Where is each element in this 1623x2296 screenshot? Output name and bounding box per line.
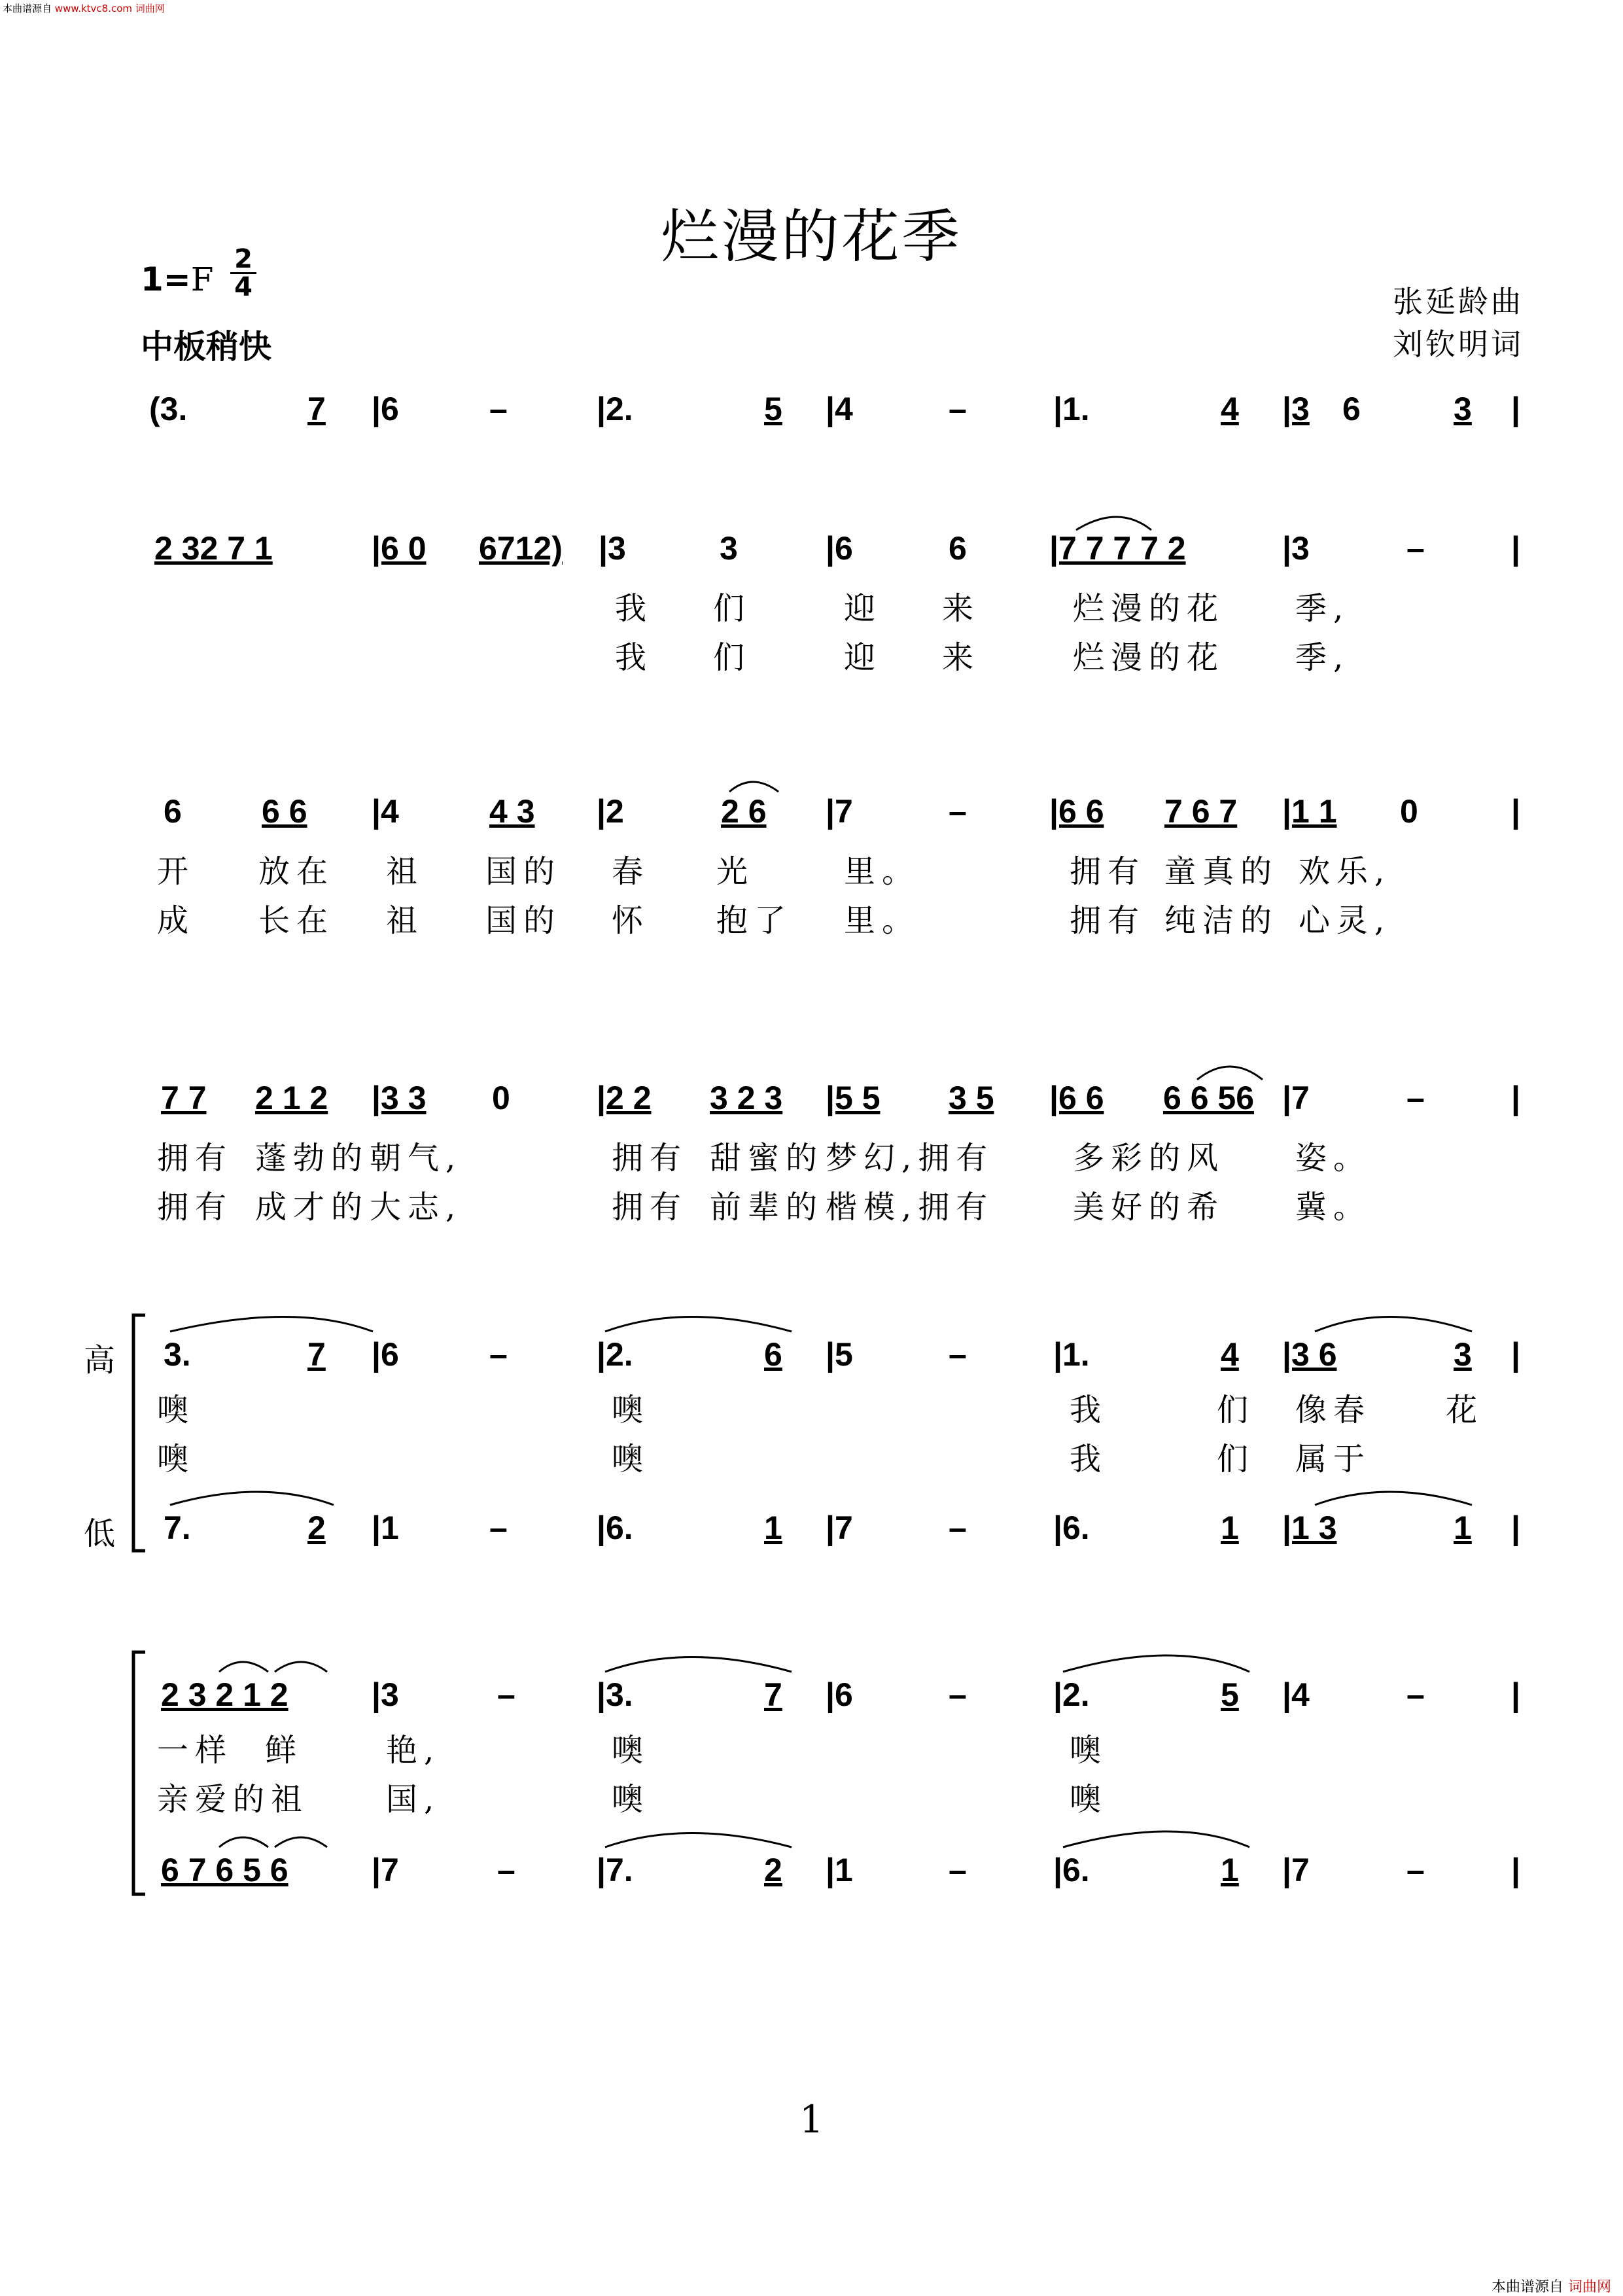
slur <box>1076 517 1151 530</box>
note: – <box>489 1336 508 1373</box>
slur <box>729 782 778 792</box>
lyric: 里。 <box>844 853 920 890</box>
note: |1 <box>372 1510 399 1546</box>
slur <box>605 1833 792 1848</box>
note: 3 <box>1454 391 1472 427</box>
lyric: 怀 <box>612 902 650 939</box>
page-title: 烂漫的花季 <box>661 203 962 270</box>
slur <box>1063 1655 1249 1672</box>
note: – <box>1406 1852 1425 1888</box>
lyric: 成才的 <box>255 1189 370 1226</box>
slur <box>605 1657 792 1672</box>
note: |4 <box>1282 1676 1310 1713</box>
lyric: 烂漫的花 <box>1073 639 1225 676</box>
lyric: 烂漫的花 <box>1073 590 1225 627</box>
lyric: 祖 <box>386 853 425 890</box>
lyricist-credit: 刘钦明词 <box>1393 327 1524 362</box>
note: |2 <box>597 793 624 830</box>
lyric: 季, <box>1295 590 1350 627</box>
note: |7 <box>372 1852 399 1888</box>
lyric: 童真的 <box>1164 853 1279 890</box>
note: | <box>1511 391 1520 427</box>
note: | <box>1511 1852 1520 1888</box>
lyric: 迎 <box>844 639 882 676</box>
lyric: 姿。 <box>1295 1140 1372 1176</box>
note: |4 <box>372 793 399 830</box>
lyric: 蓬勃的 <box>255 1140 370 1176</box>
lyric: 花 <box>1446 1392 1484 1428</box>
note: |1 <box>826 1852 853 1888</box>
note: 2 32 7 1 <box>154 530 273 567</box>
lyric: 噢 <box>1070 1732 1108 1769</box>
slur <box>275 1837 327 1847</box>
note: |5 <box>826 1336 853 1373</box>
lyric: 欢乐, <box>1299 853 1391 890</box>
note: |7. <box>597 1852 633 1888</box>
note: 1 <box>764 1510 782 1546</box>
slur <box>1063 1831 1249 1847</box>
note: 6 6 <box>262 793 307 830</box>
note: |3 6 <box>1282 1336 1337 1373</box>
lyric: 噢 <box>612 1781 650 1818</box>
note: |3 <box>1282 391 1310 427</box>
lyric: 抱了 <box>716 902 793 939</box>
note: |6 0 <box>372 530 427 567</box>
note: | <box>1511 530 1520 567</box>
note: | <box>1511 1510 1520 1546</box>
note: 2 1 2 <box>255 1080 328 1116</box>
page-number: 1 <box>799 2097 824 2142</box>
note: |1 3 <box>1282 1510 1337 1546</box>
note: |1 1 <box>1282 793 1337 830</box>
note: |2. <box>597 1336 633 1373</box>
lyric: 我 <box>1070 1392 1108 1428</box>
note: – <box>489 391 508 427</box>
note: 0 <box>492 1080 510 1116</box>
note: 1 <box>1454 1510 1472 1546</box>
note: 5 <box>764 391 782 427</box>
lyric: 美好的希 <box>1073 1189 1225 1226</box>
lyric: 们 <box>1217 1441 1255 1477</box>
note: – <box>497 1852 515 1888</box>
note: 6 6 56 <box>1163 1080 1255 1116</box>
lyric: 噢 <box>612 1441 650 1477</box>
note: |3 <box>1282 530 1310 567</box>
lyric: 多彩的风 <box>1073 1140 1225 1176</box>
note: 7 <box>307 1336 326 1373</box>
note: 3 2 3 <box>710 1080 783 1116</box>
note: |2. <box>1053 1676 1090 1713</box>
lyric: 国的 <box>485 902 562 939</box>
lyric: 属于 <box>1295 1441 1372 1477</box>
note: 4 3 <box>489 793 535 830</box>
note: 6 <box>764 1336 782 1373</box>
lyric: 拥有 <box>612 1140 688 1176</box>
lyric: 拥有 <box>157 1189 234 1226</box>
lyric: 甜蜜的 <box>710 1140 824 1176</box>
key-signature: 1=F <box>141 260 214 298</box>
note: 2 3 2 1 2 <box>161 1676 288 1713</box>
slur <box>1197 1067 1263 1080</box>
note: – <box>1406 1676 1425 1713</box>
slur <box>1315 1492 1472 1505</box>
lyric: 噢 <box>157 1392 196 1428</box>
note: | <box>1511 1336 1520 1373</box>
lyric: 朝气, <box>370 1140 462 1176</box>
note: 7 <box>764 1676 782 1713</box>
lyric: 长在 <box>258 902 335 939</box>
lyric: 噢 <box>1070 1781 1108 1818</box>
lyric: 迎 <box>844 590 882 627</box>
note: |7 <box>1282 1852 1310 1888</box>
note: |2. <box>597 391 633 427</box>
note: 0 <box>1400 793 1418 830</box>
lyric: 开 <box>157 853 196 890</box>
part-label-high: 高 <box>84 1342 116 1379</box>
lyric: 拥有 <box>612 1189 688 1226</box>
lyric: 来 <box>942 590 981 627</box>
note: 7. <box>164 1510 191 1546</box>
slur <box>219 1837 268 1847</box>
note: 2 6 <box>721 793 767 830</box>
note: |7 <box>1282 1080 1310 1116</box>
lyric: 梦幻,拥有 <box>826 1140 994 1176</box>
note: |6 6 <box>1049 1080 1104 1116</box>
lyric: 拥有 <box>1070 853 1146 890</box>
note: 2 <box>307 1510 326 1546</box>
slur <box>275 1662 327 1672</box>
note: (3. <box>149 391 188 427</box>
note: |6 6 <box>1049 793 1104 830</box>
lyric: 鲜 <box>265 1732 304 1769</box>
slur <box>219 1662 268 1672</box>
lyric: 大志, <box>370 1189 462 1226</box>
note: |1. <box>1053 391 1090 427</box>
part-label-low: 低 <box>84 1515 116 1552</box>
note: |3 3 <box>372 1080 427 1116</box>
note: – <box>489 1510 508 1546</box>
lyric: 心灵, <box>1299 902 1391 939</box>
note: 4 <box>1221 391 1239 427</box>
note: |6. <box>1053 1510 1090 1546</box>
lyric: 国, <box>386 1781 441 1818</box>
note: – <box>949 1510 967 1546</box>
lyric: 楷模,拥有 <box>826 1189 994 1226</box>
lyric: 艳, <box>386 1732 441 1769</box>
lyric: 噢 <box>157 1441 196 1477</box>
lyric: 里。 <box>844 902 920 939</box>
note: |6 <box>826 530 853 567</box>
note: 7 <box>307 391 326 427</box>
note: | <box>1511 1080 1520 1116</box>
lyric: 们 <box>713 590 752 627</box>
note: – <box>949 1852 967 1888</box>
lyric: 像春 <box>1295 1392 1372 1428</box>
note: |7 <box>826 1510 853 1546</box>
footer-site: 本曲谱源自 词曲网 <box>1491 2279 1611 2295</box>
note: – <box>497 1676 515 1713</box>
note: | <box>1511 793 1520 830</box>
note: |6 <box>826 1676 853 1713</box>
composer-credit: 张延龄曲 <box>1393 284 1524 319</box>
note: |3. <box>597 1676 633 1713</box>
note: 3 <box>720 530 738 567</box>
lyric: 一样 <box>157 1732 234 1769</box>
lyric: 成 <box>157 902 196 939</box>
note: |3 <box>372 1676 399 1713</box>
note: – <box>1406 530 1425 567</box>
lyric: 前辈的 <box>710 1189 824 1226</box>
note: |7 <box>826 793 853 830</box>
note: 6 <box>949 530 967 567</box>
lyric: 拥有 <box>1070 902 1146 939</box>
lyric: 春 <box>612 853 650 890</box>
lyric: 放在 <box>258 853 335 890</box>
slur <box>170 1317 373 1332</box>
note: |3 <box>599 530 626 567</box>
lyric: 噢 <box>612 1392 650 1428</box>
lyric: 我 <box>615 590 654 627</box>
slur <box>1315 1317 1472 1332</box>
note: |1. <box>1053 1336 1090 1373</box>
note: 5 <box>1221 1676 1239 1713</box>
lyric: 来 <box>942 639 981 676</box>
note: |6 <box>372 1336 399 1373</box>
note: |6. <box>597 1510 633 1546</box>
note: 3 5 <box>949 1080 994 1116</box>
note: 6712) <box>479 530 563 567</box>
note: | <box>1511 1676 1520 1713</box>
note: 6 <box>1342 391 1361 427</box>
note: |6 <box>372 391 399 427</box>
note: 3. <box>164 1336 191 1373</box>
tempo-marking: 中板稍快 <box>141 328 271 366</box>
lyric: 国的 <box>485 853 562 890</box>
lyric: 们 <box>1217 1392 1255 1428</box>
lyric: 季, <box>1295 639 1350 676</box>
lyric: 冀。 <box>1295 1189 1372 1226</box>
header-site: 本曲谱源自 www.ktvc8.com 词曲网 <box>3 3 165 14</box>
note: 1 <box>1221 1852 1239 1888</box>
lyric: 亲爱的祖 <box>157 1781 309 1818</box>
note: – <box>949 793 967 830</box>
lyric: 纯洁的 <box>1164 902 1279 939</box>
time-signature: 2 4 <box>230 246 256 300</box>
lyric: 拥有 <box>157 1140 234 1176</box>
note: – <box>949 1336 967 1373</box>
bracket-system-6 <box>133 1652 145 1894</box>
lyric: 噢 <box>612 1732 650 1769</box>
note: 4 <box>1221 1336 1239 1373</box>
note: |7 7 7 7 2 <box>1049 530 1186 567</box>
note: 3 <box>1454 1336 1472 1373</box>
slur <box>605 1317 792 1332</box>
lyric: 我 <box>615 639 654 676</box>
note: – <box>949 1676 967 1713</box>
bracket-system-5 <box>133 1315 145 1551</box>
note: 7 6 7 <box>1164 793 1238 830</box>
note: – <box>949 391 967 427</box>
note: 7 7 <box>161 1080 207 1116</box>
lyric: 我 <box>1070 1441 1108 1477</box>
note: 6 7 6 5 6 <box>161 1852 288 1888</box>
note: |2 2 <box>597 1080 652 1116</box>
note: 6 <box>164 793 182 830</box>
lyric: 们 <box>713 639 752 676</box>
note: 1 <box>1221 1510 1239 1546</box>
note: 2 <box>764 1852 782 1888</box>
note: |6. <box>1053 1852 1090 1888</box>
note: |5 5 <box>826 1080 881 1116</box>
slur <box>170 1492 334 1505</box>
note: |4 <box>826 391 853 427</box>
note: – <box>1406 1080 1425 1116</box>
lyric: 光 <box>716 853 755 890</box>
lyric: 祖 <box>386 902 425 939</box>
